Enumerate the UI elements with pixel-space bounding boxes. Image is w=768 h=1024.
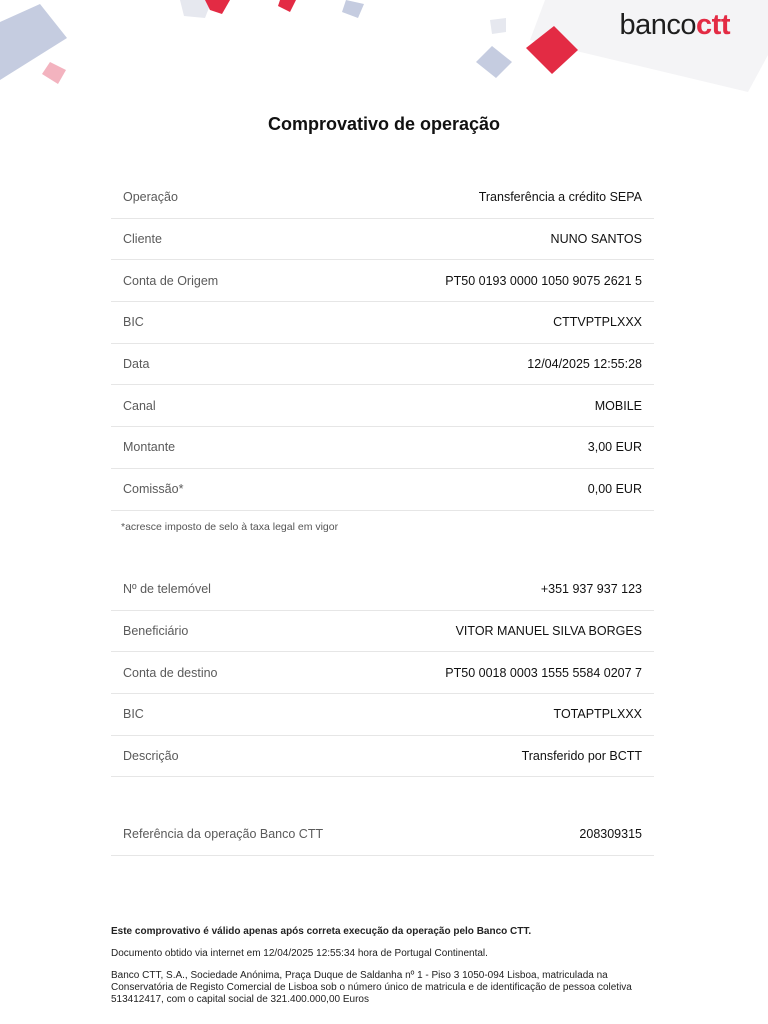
row-label: Data: [123, 357, 150, 372]
row-value: 3,00 EUR: [587, 440, 642, 455]
row-value: +351 937 937 123: [540, 582, 642, 597]
legal-notice: Banco CTT, S.A., Sociedade Anónima, Praça Duque de Saldanha nº 1 - Piso 3 1050-094 Lisboa, matriculada na Conservatória de Registo Comercial de Lisboa sob o número único de matricula e de identificação de pessoa coletiva 513412417, com o capital social de 321.400.000,00 Euros: [111, 970, 632, 1005]
row-value: NUNO SANTOS: [550, 232, 642, 247]
bank-logo: [620, 8, 730, 42]
row-label: BIC: [123, 707, 144, 722]
row-label: Beneficiário: [123, 624, 189, 639]
deco-shape: [205, 0, 230, 14]
detail-row-beneficiary: [111, 611, 654, 653]
row-label: Conta de Origem: [123, 273, 219, 288]
row-value: 12/04/2025 12:55:28: [527, 357, 642, 372]
row-value: TOTAPTPLXXX: [553, 707, 642, 722]
row-value: 0,00 EUR: [587, 482, 642, 497]
row-label: Operação: [123, 190, 178, 205]
detail-row-amount: [111, 427, 654, 469]
row-label: Canal: [123, 398, 156, 413]
validity-notice: Este comprovativo é válido apenas após correta execução da operação pelo Banco CTT.: [111, 926, 532, 937]
detail-row-bic: [111, 694, 654, 736]
document-obtained-notice: Documento obtido via internet em 12/04/2025 12:55:34 hora de Portugal Continental.: [111, 948, 488, 959]
reference-table: [111, 814, 654, 856]
logo-text-ctt: ctt: [696, 9, 730, 41]
detail-row-client: [111, 219, 654, 261]
row-label: Montante: [123, 440, 176, 455]
row-label: BIC: [123, 315, 144, 330]
detail-row-phone: [111, 569, 654, 611]
deco-shape: [278, 0, 296, 12]
deco-shape: [342, 0, 364, 18]
detail-row-commission: [111, 469, 654, 511]
row-value: PT50 0018 0003 1555 5584 0207 7: [445, 665, 642, 680]
row-label: Cliente: [123, 232, 162, 247]
row-label: Comissão*: [123, 482, 184, 497]
row-label: Referência da operação Banco CTT: [123, 827, 324, 842]
row-value: VITOR MANUEL SILVA BORGES: [455, 624, 642, 639]
detail-row-destination-account: [111, 652, 654, 694]
row-value: PT50 0193 0000 1050 9075 2621 5: [445, 273, 642, 288]
row-label: Descrição: [123, 749, 179, 764]
deco-shape: [476, 46, 512, 78]
operation-details-table: [111, 177, 654, 511]
row-value: Transferência a crédito SEPA: [478, 190, 642, 205]
tax-footnote: *acresce imposto de selo à taxa legal em vigor: [121, 521, 339, 533]
row-value: MOBILE: [594, 398, 642, 413]
row-label: Conta de destino: [123, 665, 218, 680]
page-title: Comprovativo de operação: [267, 114, 501, 134]
detail-row-date: [111, 344, 654, 386]
deco-shape: [490, 18, 506, 34]
detail-row-reference: [111, 814, 654, 856]
row-value: 208309315: [579, 827, 642, 842]
detail-row-channel: [111, 385, 654, 427]
row-value: CTTVPTPLXXX: [553, 315, 642, 330]
detail-row-description: [111, 736, 654, 778]
beneficiary-details-table: [111, 569, 654, 777]
row-label: Nº de telemóvel: [123, 582, 211, 597]
detail-row-origin-account: [111, 260, 654, 302]
row-value: Transferido por BCTT: [521, 749, 642, 764]
detail-row-operation: [111, 177, 654, 219]
detail-row-bic: [111, 302, 654, 344]
logo-text-banco: banco: [619, 9, 697, 41]
deco-shape: [42, 62, 66, 84]
